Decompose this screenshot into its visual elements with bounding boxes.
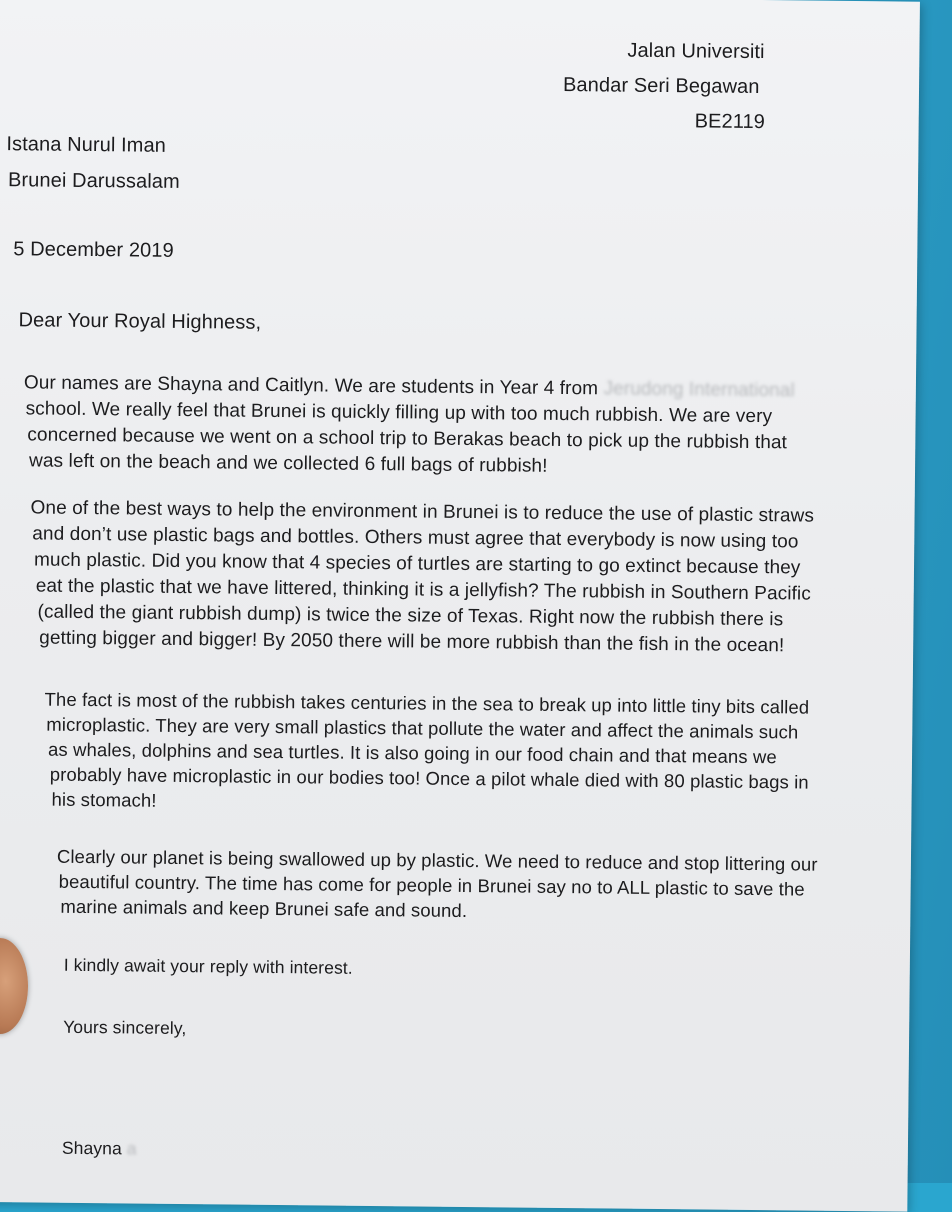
signature-name: Shayna bbox=[61, 1137, 122, 1159]
salutation: Dear Your Royal Highness, bbox=[18, 309, 262, 334]
recipient-address-line-2: Brunei Darussalam bbox=[7, 169, 180, 193]
paragraph-2-line-6: getting bigger and bigger! By 2050 there will be more rubbish than the fish in the ocean! bbox=[39, 627, 785, 657]
sender-address-line-3: BE2119 bbox=[694, 110, 766, 134]
paragraph-1-line-1-text: Our names are Shayna and Caitlyn. We are students in Year 4 from bbox=[23, 372, 599, 400]
paragraph-3-line-5: his stomach! bbox=[51, 788, 157, 811]
paragraph-2-line-4: eat the plastic that we have littered, thinking it is a jellyfish? The rubbish in Southern Pacific bbox=[35, 575, 812, 605]
paragraph-1-line-3: concerned because we went on a school trip to Berakas beach to pick up the rubbish that bbox=[27, 424, 788, 454]
sender-address-line-2: Bandar Seri Begawan bbox=[562, 73, 760, 99]
sender-address-line-1: Jalan Universiti bbox=[627, 39, 765, 64]
recipient-address-line-1: Istana Nurul Iman bbox=[6, 133, 167, 157]
paragraph-4-line-2: beautiful country. The time has come for people in Brunei say no to ALL plastic to save the bbox=[58, 870, 805, 900]
signature-redacted: a bbox=[126, 1138, 137, 1159]
redacted-school-name: Jerudong International bbox=[603, 378, 795, 402]
paragraph-3-line-3: as whales, dolphins and sea turtles. It is also going in our food chain and that means we bbox=[47, 738, 777, 768]
paragraph-2-line-2: and don’t use plastic bags and bottles. Others must agree that everybody is now using too bbox=[32, 523, 799, 553]
paragraph-4-line-1: Clearly our planet is being swallowed up by plastic. We need to reduce and stop littering our bbox=[56, 845, 818, 875]
paragraph-2-line-5: (called the giant rubbish dump) is twice the size of Texas. Right now the rubbish there is bbox=[37, 601, 784, 631]
letter-date: 5 December 2019 bbox=[13, 238, 174, 262]
signature bbox=[62, 1136, 137, 1161]
sign-off: Yours sincerely, bbox=[63, 1016, 187, 1039]
closing-line: I kindly await your reply with interest. bbox=[63, 954, 353, 978]
paragraph-1-line-4: was left on the beach and we collected 6 full bags of rubbish! bbox=[28, 450, 548, 477]
paragraph-4-line-3: marine animals and keep Brunei safe and sound. bbox=[60, 895, 468, 922]
paragraph-3-line-1: The fact is most of the rubbish takes centuries in the sea to break up into little tiny bits called bbox=[44, 688, 810, 718]
paragraph-3-line-2: microplastic. They are very small plastics that pollute the water and affect the animals such bbox=[46, 713, 799, 743]
paragraph-3-line-4: probably have microplastic in our bodies too! Once a pilot whale died with 80 plastic bags in bbox=[49, 763, 809, 793]
paragraph-2-line-3: much plastic. Did you know that 4 species of turtles are starting to go extinct because they bbox=[33, 549, 801, 579]
paragraph-2-line-1: One of the best ways to help the environment in Brunei is to reduce the use of plastic straws bbox=[30, 497, 815, 527]
paragraph-1-line-2: school. We really feel that Brunei is quickly filling up with too much rubbish. We are very bbox=[25, 398, 773, 428]
